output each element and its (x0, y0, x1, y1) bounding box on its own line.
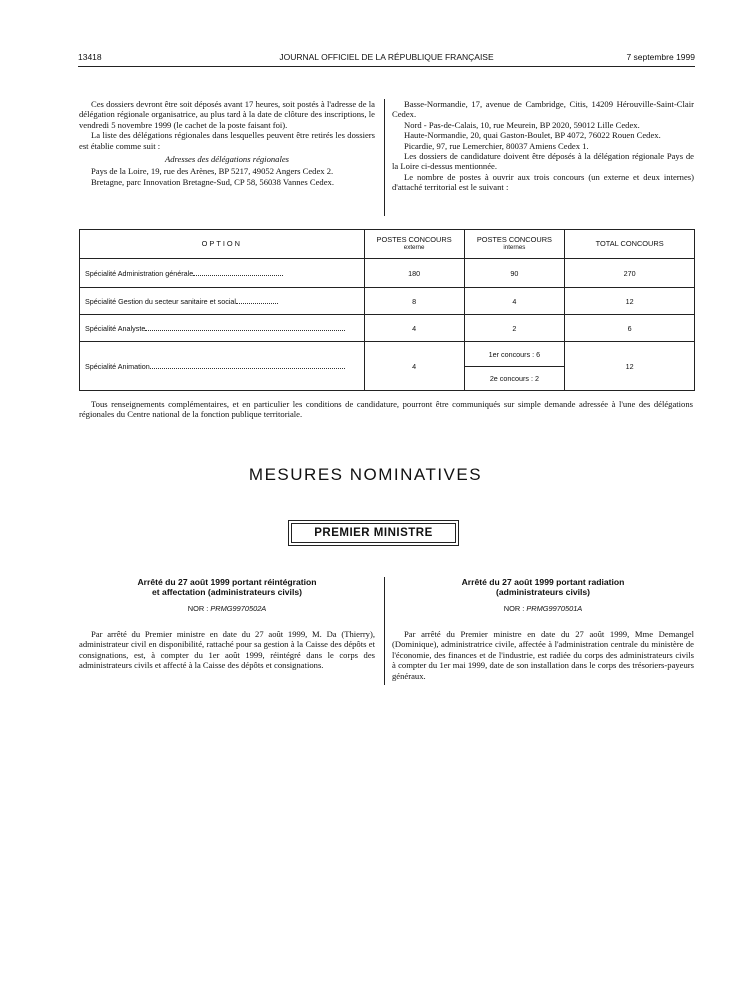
table-row (80, 259, 695, 288)
arrete-left-title: Arrêté du 27 août 1999 portant réintégration et affectation (administrateurs civils) (137, 577, 317, 597)
internes-cell-first: 1er concours : 6 (464, 342, 565, 367)
right-paragraph-3: Haute-Normandie, 20, quai Gaston-Boulet, BP 4072, 76022 Rouen Cedex. (404, 130, 661, 141)
column-separator-bottom (384, 577, 385, 685)
left-paragraph-2: La liste des délégations régionales dans lesquelles peuvent être retirés les dossiers est établie comme suit : (79, 130, 375, 151)
table-header-row (80, 230, 695, 259)
left-paragraph-4: Bretagne, parc Innovation Bretagne-Sud, CP 58, 56038 Vannes Cedex. (91, 176, 334, 187)
internes-cell: 2 (464, 315, 565, 342)
arrete-right-title: Arrêté du 27 août 1999 portant radiation (administrateurs civils) (461, 577, 625, 597)
arrete-left-nor: NOR : PRMG9970502A (187, 604, 267, 613)
addresses-subheading: Adresses des délégations régionales (164, 154, 290, 165)
header-total: TOTAL CONCOURS (565, 230, 695, 259)
header-externe: POSTES CONCOURS externe (364, 230, 464, 259)
externe-cell: 8 (364, 288, 464, 315)
table-note: Tous renseignements complémentaires, et en particulier les conditions de candidature, pourront être communiqués sur simple demande adressée à l'une des délégations régionales du Centre national de la fonction publique territoriale. (79, 399, 693, 420)
option-cell: Spécialité Animation (80, 342, 365, 391)
column-separator-top (384, 99, 385, 216)
arrete-right-body: Par arrêté du Premier ministre en date du 27 août 1999, Mme Demangel (Dominique), administratrice civile, affectée à l'administration centrale du ministère de l'économie, des finances et de l'industrie, est radiée du corps des administrateurs civils à compter du 1er mai 1999, date de son installation dans le corps des trésoriers-payeurs généraux. (392, 629, 694, 681)
total-cell: 6 (565, 315, 695, 342)
journal-title: JOURNAL OFFICIEL DE LA RÉPUBLIQUE FRANÇAISE (279, 52, 494, 62)
option-cell: Spécialité Analyste (80, 315, 365, 342)
ministry-title: PREMIER MINISTRE (291, 523, 456, 543)
right-paragraph-1: Basse-Normandie, 17, avenue de Cambridge, Citis, 14209 Hérouville-Saint-Clair Cedex. (392, 99, 694, 120)
table-row (80, 288, 695, 315)
header-rule (78, 66, 695, 67)
externe-cell: 4 (364, 342, 464, 391)
total-cell: 12 (565, 288, 695, 315)
left-paragraph-3: Pays de la Loire, 19, rue des Arènes, BP 5217, 49052 Angers Cedex 2. (91, 166, 334, 177)
ministry-box (288, 520, 459, 546)
internes-cell-second: 2e concours : 2 (464, 367, 565, 391)
header-internes: POSTES CONCOURS internes (464, 230, 565, 259)
right-column (392, 99, 694, 193)
left-paragraph-1: Ces dossiers devront être soit déposés avant 17 heures, soit postés à l'adresse de la délégation régionale organisatrice, au plus tard à la date de clôture des inscriptions, le vendredi 5 novembre 1999 (le cachet de la poste faisant foi). (79, 99, 375, 130)
table-row (80, 315, 695, 342)
total-cell: 270 (565, 259, 695, 288)
option-cell: Spécialité Administration générale (80, 259, 365, 288)
header-option: OPTION (80, 230, 365, 259)
right-paragraph-4: Picardie, 97, rue Lemerchier, 80037 Amiens Cedex 1. (404, 140, 589, 151)
arrete-right-nor: NOR : PRMG9970501A (503, 604, 583, 613)
arrete-left-body: Par arrêté du Premier ministre en date du 27 août 1999, M. Da (Thierry), administrateur civil en disponibilité, rattaché pour sa gestion à la Caisse des dépôts et consignations, est, à compter du 1er août 1999, réintégré dans le corps des administrateurs civils et affecté à la Caisse des dépôts et consignations. (79, 629, 375, 671)
externe-cell: 4 (364, 315, 464, 342)
issue-date: 7 septembre 1999 (626, 52, 695, 62)
page-number: 13418 (78, 52, 102, 62)
section-title: MESURES NOMINATIVES (248, 465, 483, 484)
postes-table (79, 229, 695, 391)
internes-cell: 4 (464, 288, 565, 315)
page-header (78, 52, 695, 66)
option-cell: Spécialité Gestion du secteur sanitaire et social (80, 288, 365, 315)
right-paragraph-2: Nord - Pas-de-Calais, 10, rue Meurein, BP 2020, 59012 Lille Cedex. (404, 119, 640, 130)
right-paragraph-6: Le nombre de postes à ouvrir aux trois concours (un externe et deux internes) d'attaché territorial est le suivant : (392, 171, 694, 193)
total-cell: 12 (565, 342, 695, 391)
internes-cell: 90 (464, 259, 565, 288)
table-row (80, 342, 695, 367)
right-paragraph-5: Les dossiers de candidature doivent être déposés à la délégation régionale Pays de la Loire ci-dessus mentionnée. (392, 151, 694, 172)
externe-cell: 180 (364, 259, 464, 288)
left-column (79, 99, 375, 187)
